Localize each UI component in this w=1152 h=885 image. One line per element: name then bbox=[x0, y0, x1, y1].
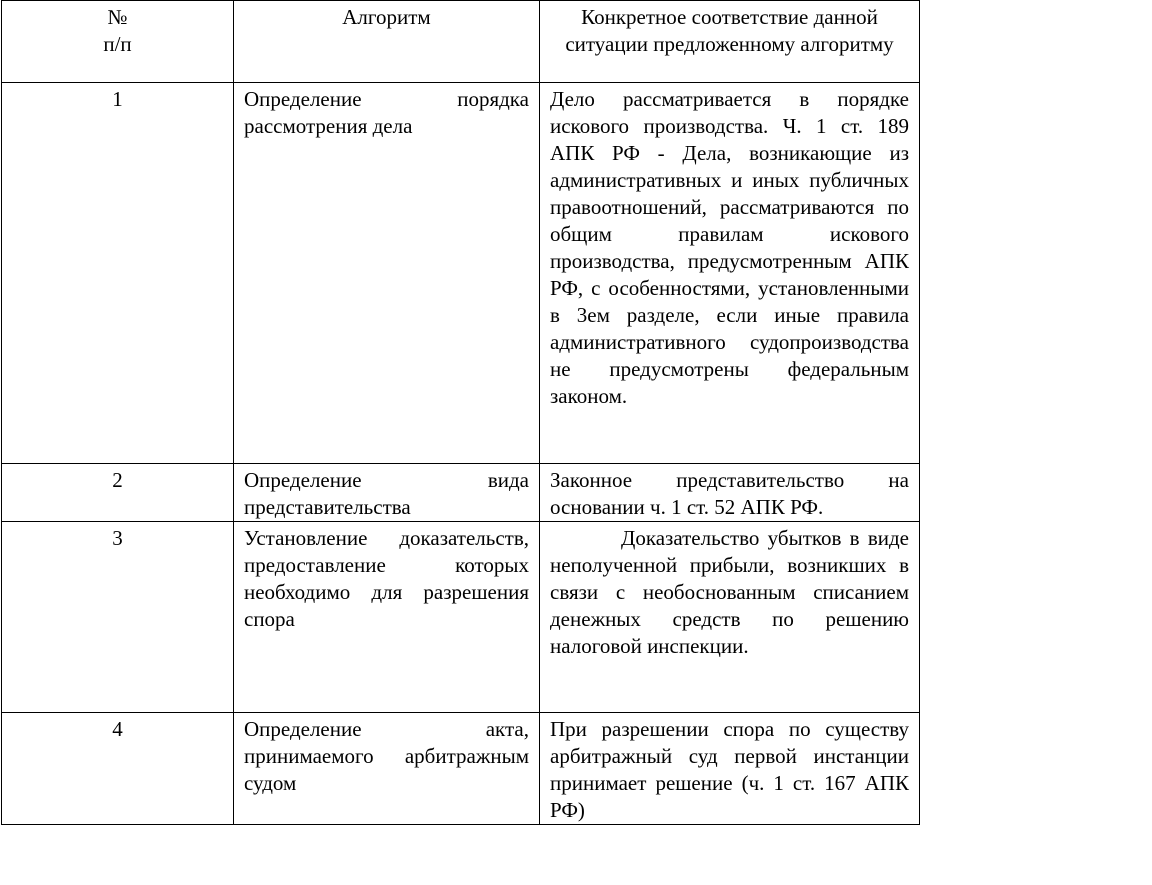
table-header-row bbox=[2, 1, 920, 83]
row-correspondence: При разрешении спора по существу арбитражный суд первой инстанции принимает решение (ч. 1 ст. 167 АПК РФ) bbox=[540, 713, 920, 825]
table-row bbox=[2, 83, 920, 464]
header-correspondence: Конкретное соответствие данной ситуации предложенному алгоритму bbox=[540, 1, 920, 83]
row-correspondence: Доказательство убытков в виде неполученной прибыли, возникших в связи с необоснованным списанием денежных средств по решению налоговой инспекции. bbox=[540, 522, 920, 713]
row-algorithm: Определение вида представительства bbox=[234, 464, 540, 522]
header-number-symbol: № bbox=[107, 5, 128, 29]
algorithm-table bbox=[1, 0, 920, 825]
row-number: 2 bbox=[2, 464, 234, 522]
row-correspondence: Законное представительство на основании ч. 1 ст. 52 АПК РФ. bbox=[540, 464, 920, 522]
row-algorithm: Установление доказательств, предоставление которых необходимо для разрешения спора bbox=[234, 522, 540, 713]
row-number: 4 bbox=[2, 713, 234, 825]
table-row bbox=[2, 713, 920, 825]
table-row bbox=[2, 464, 920, 522]
row-correspondence: Дело рассматривается в порядке искового производства. Ч. 1 ст. 189 АПК РФ - Дела, возникающие из административных и иных публичных правоотношений, рассматриваются по общим правилам искового производства, предусмотренным АПК РФ, с особенностями, установленными в 3ем разделе, если иные правила административного судопроизводства не предусмотрены федеральным законом. bbox=[540, 83, 920, 464]
header-algorithm: Алгоритм bbox=[234, 1, 540, 83]
header-number bbox=[2, 1, 234, 83]
header-number-abbr: п/п bbox=[103, 32, 132, 56]
table-row bbox=[2, 522, 920, 713]
row-algorithm: Определение порядка рассмотрения дела bbox=[234, 83, 540, 464]
row-algorithm: Определение акта, принимаемого арбитражным судом bbox=[234, 713, 540, 825]
row-number: 3 bbox=[2, 522, 234, 713]
row-number: 1 bbox=[2, 83, 234, 464]
